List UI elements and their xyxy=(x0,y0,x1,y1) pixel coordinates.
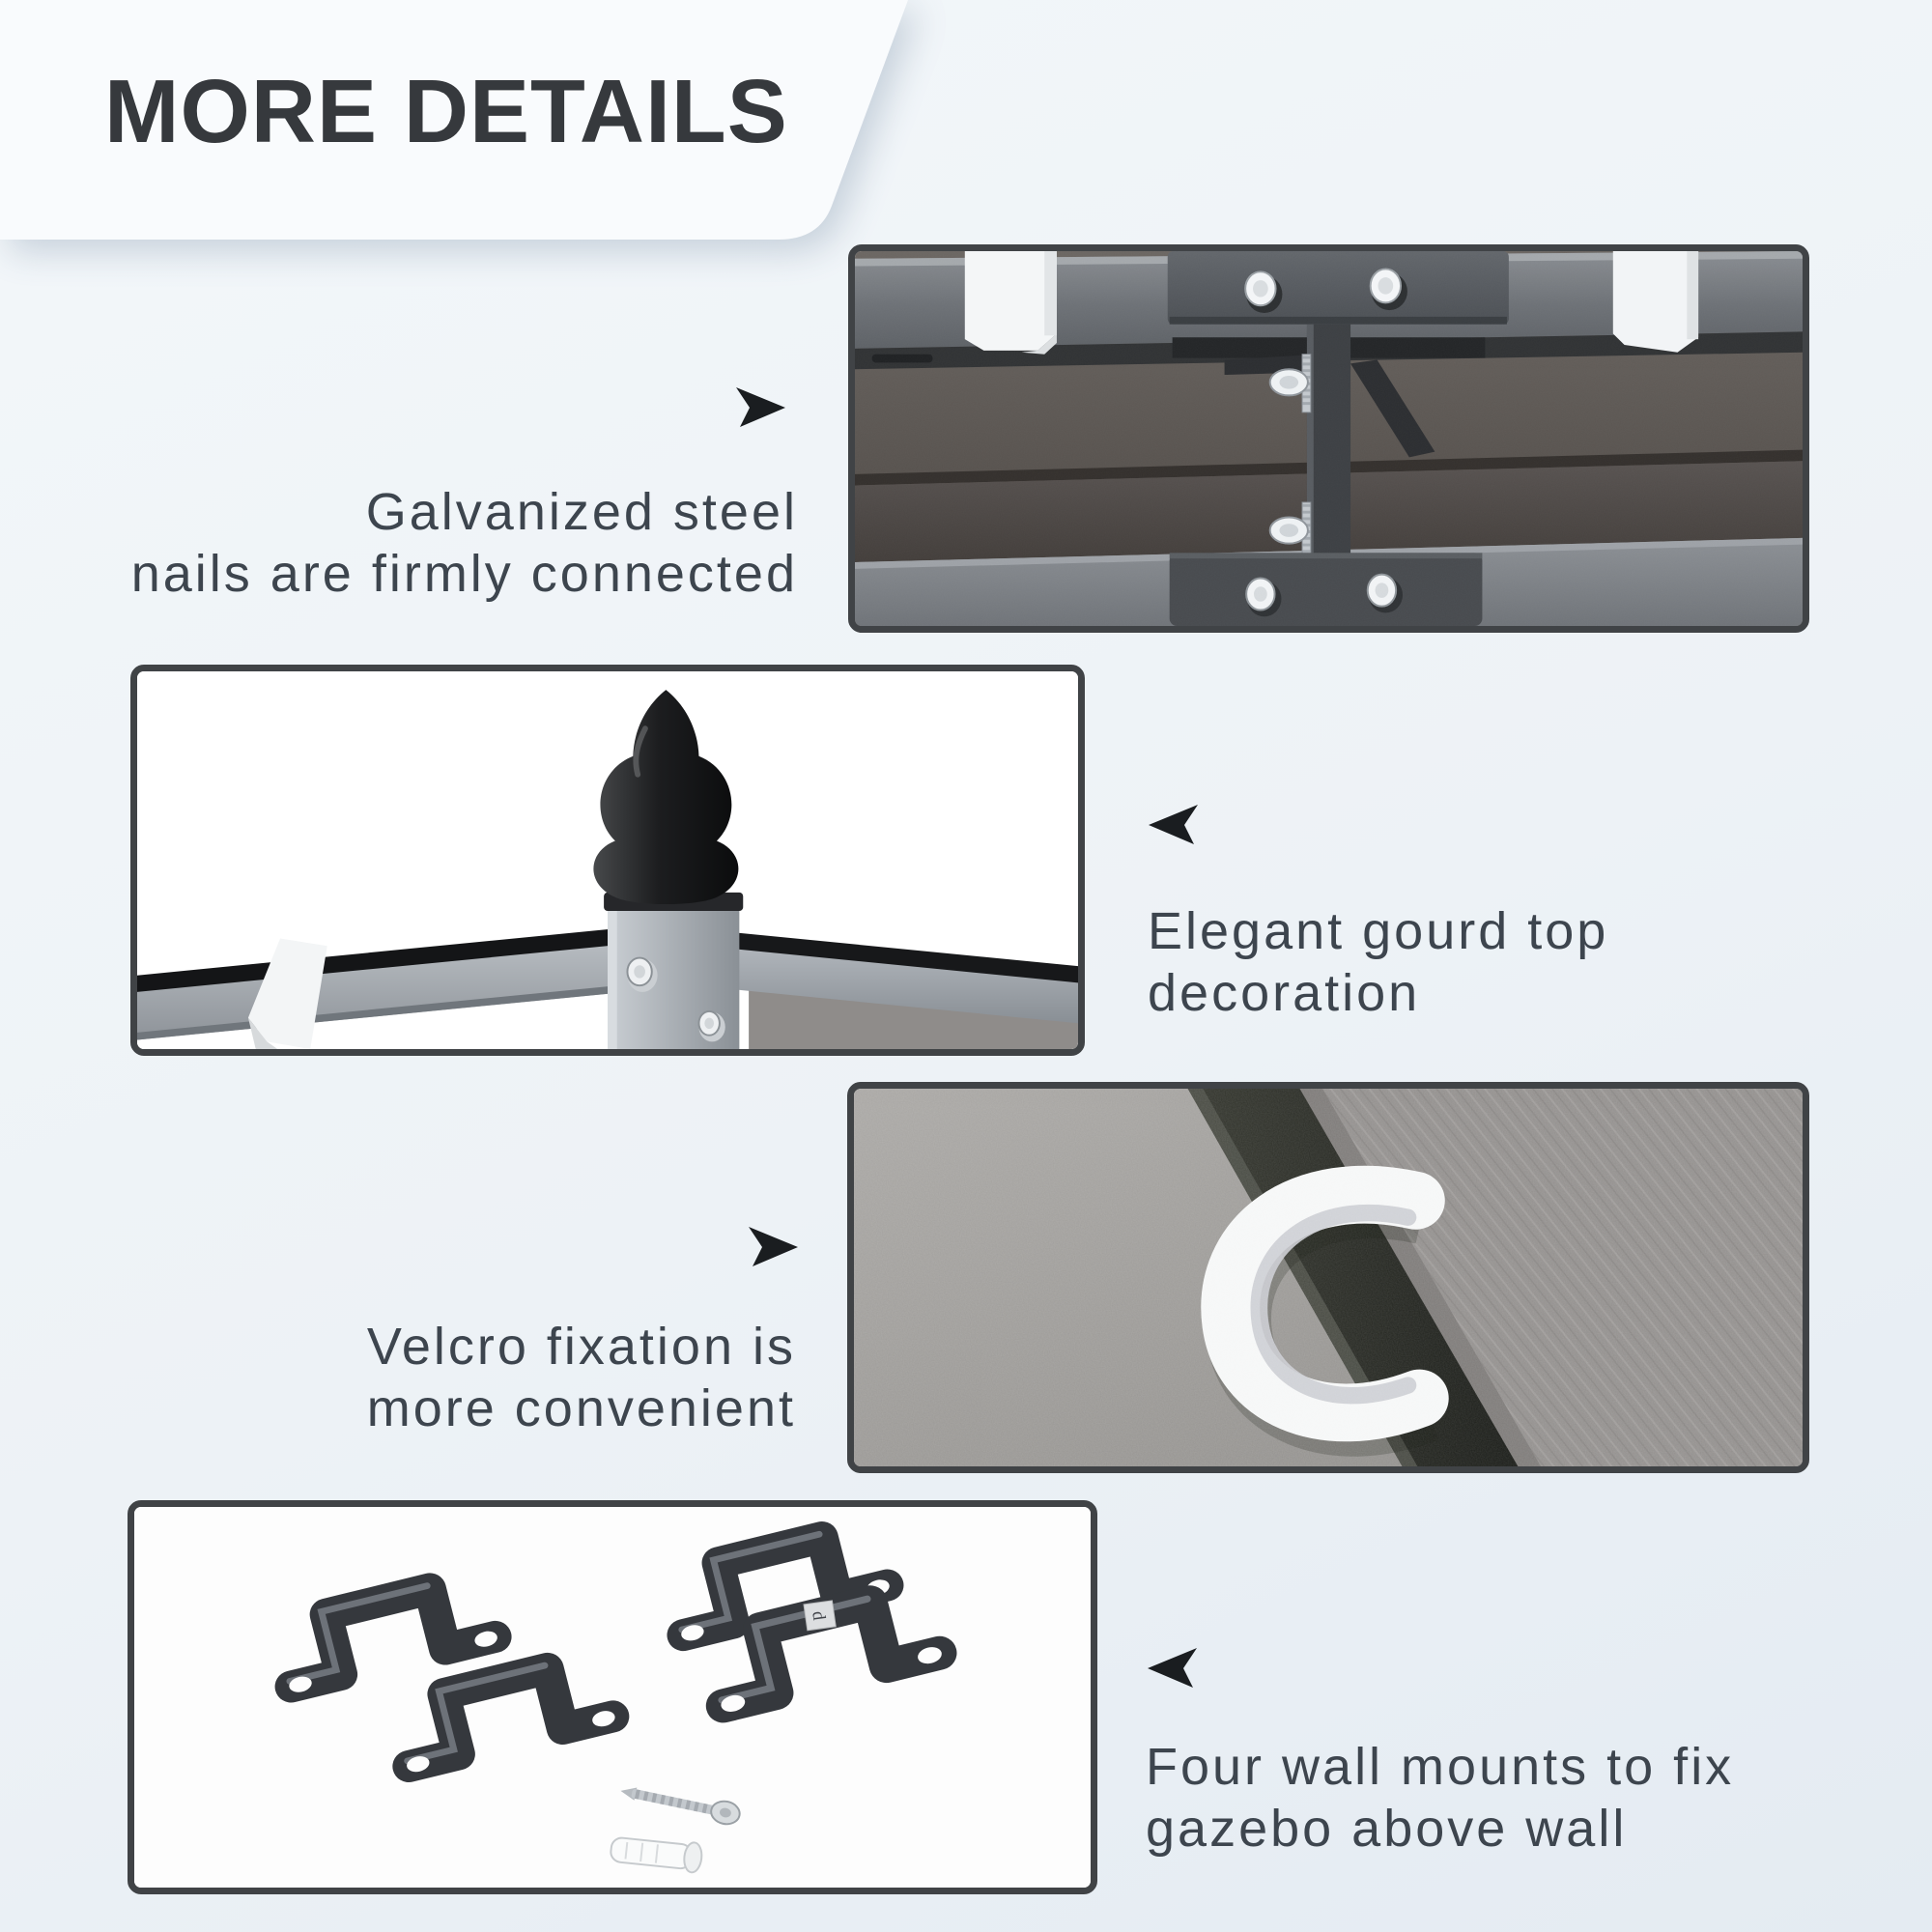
arrow-right-icon xyxy=(735,387,785,428)
caption-wall-mounts xyxy=(1146,1736,1734,1860)
caption-line: Elegant gourd top xyxy=(1148,902,1609,960)
page-title: MORE DETAILS xyxy=(104,61,788,161)
bracket-tag xyxy=(804,1601,836,1631)
photo-gourd-top xyxy=(130,665,1085,1056)
caption-line: decoration xyxy=(1148,964,1421,1022)
caption-gourd-top xyxy=(1148,900,1608,1024)
caption-line: more convenient xyxy=(366,1379,796,1437)
arrow-left-icon xyxy=(1149,805,1199,845)
photo-wall-mounts xyxy=(128,1500,1097,1894)
steel-connection-scene xyxy=(855,251,1803,626)
arrow-left-icon xyxy=(1148,1648,1198,1689)
svg-text:d: d xyxy=(808,1609,830,1622)
arrow-right-icon xyxy=(748,1227,798,1267)
caption-line: Four wall mounts to fix xyxy=(1146,1738,1735,1796)
caption-line: Galvanized steel xyxy=(365,483,798,541)
caption-line: Velcro fixation is xyxy=(366,1318,796,1376)
caption-velcro-fixation xyxy=(367,1316,796,1439)
wall-mounts-scene xyxy=(134,1507,1091,1888)
caption-line: gazebo above wall xyxy=(1146,1800,1628,1858)
photo-velcro-fixation xyxy=(847,1082,1809,1473)
caption-steel-connection xyxy=(131,481,798,605)
photo-steel-connection xyxy=(848,244,1809,633)
velcro-scene xyxy=(854,1089,1803,1466)
gourd-top-scene xyxy=(137,671,1078,1049)
caption-line: nails are firmly connected xyxy=(130,545,798,603)
